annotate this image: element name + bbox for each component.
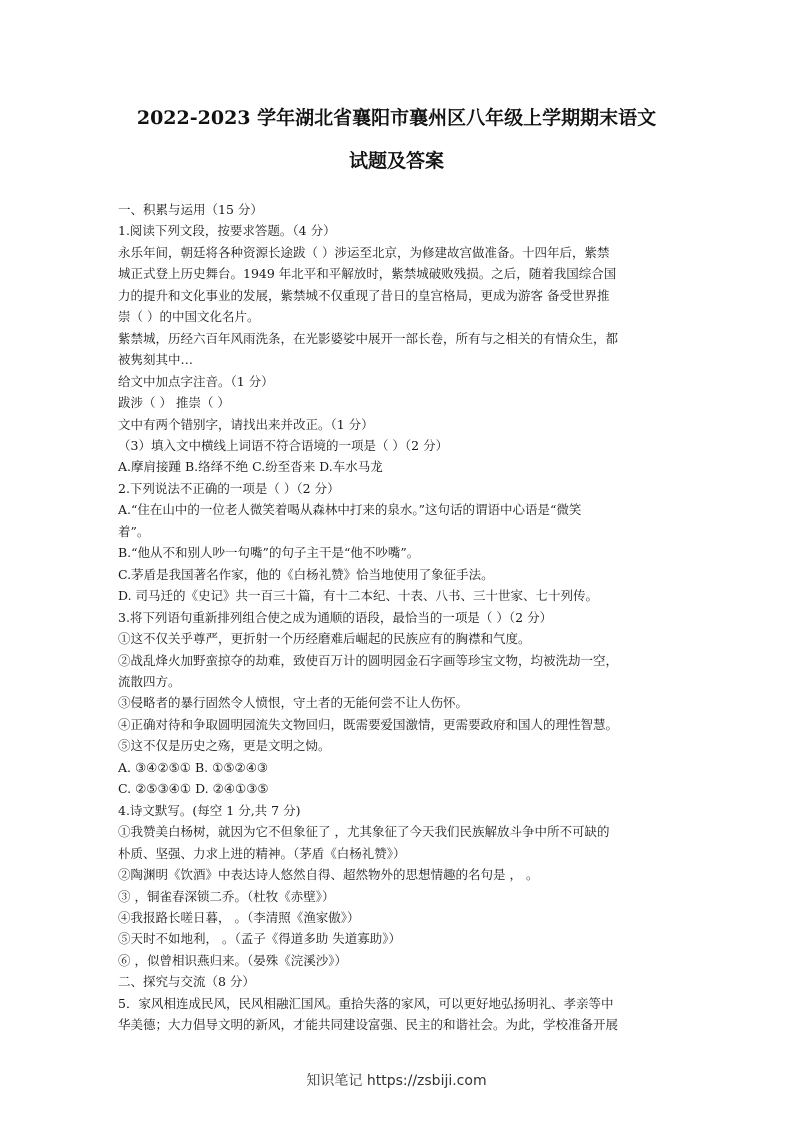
- text-line: 4.诗文默写。(每空 1 分,共 7 分): [118, 802, 301, 818]
- text-line: A.摩肩接踵 B.络绎不绝 C.纷至沓来 D.车水马龙: [118, 459, 383, 475]
- text-line: 3.将下列语句重新排列组合使之成为通顺的语段，最恰当的一项是（ ）（2 分）: [118, 609, 553, 625]
- text-line: 着”。: [118, 523, 150, 539]
- text-line: C.茅盾是我国著名作家，他的《白杨礼赞》恰当地使用了象征手法。: [118, 566, 494, 582]
- text-line: 紫禁城，历经六百年风雨洗条，在光影婆娑中展开一部长卷，所有与之相关的有情众生，都: [118, 330, 619, 346]
- footer-watermark: 知识笔记 https://zsbiji.com: [306, 1073, 487, 1089]
- text-line: 城正式登上历史舞台。1949 年北平和平解放时，紫禁城破败残损。之后，随着我国综合国: [118, 266, 617, 282]
- text-line: 力的提升和文化事业的发展，紫禁城不仅重现了昔日的皇宫格局，更成为游客 备受世界推: [118, 287, 610, 303]
- text-line: C. ②⑤③④① D. ②④①③⑤: [118, 781, 269, 797]
- text-line: A.“住在山中的一位老人微笑着喝从森林中打来的泉水。”这句话的谓语中心语是“微笑: [118, 502, 582, 518]
- text-line: 给文中加点字注音。（1 分）: [118, 373, 274, 389]
- text-line: B.“他从不和别人吵一句嘴”的句子主干是“他不吵嘴”。: [118, 545, 420, 561]
- text-line: （3）填入文中横线上词语不符合语境的一项是（ ）（2 分）: [118, 437, 449, 453]
- text-line: 一、积累与运用（15 分）: [118, 202, 263, 217]
- text-line: 2.下列说法不正确的一项是（ ）（2 分）: [118, 480, 340, 496]
- text-line: 崇（ ）的中国文化名片。: [118, 309, 260, 325]
- text-line: ②战乱烽火加野蛮掠夺的劫难，致使百万计的圆明园金石字画等珍宝文物，均被洗劫一空，: [118, 652, 619, 668]
- text-line: ③ ，铜雀春深锁二乔。（杜牧《赤壁》）: [118, 888, 335, 904]
- text-line: 5．家风相连成民风，民风相融汇国风。重拾失落的家风，可以更好地弘扬明礼、孝亲等中: [118, 995, 614, 1011]
- text-line: 朴质、坚强、力求上进的精神。（茅盾《白杨礼赞》）: [118, 845, 406, 861]
- text-line: ⑤这不仅是历史之殇，更是文明之恸。: [118, 738, 331, 754]
- text-line: ③侵略者的暴行固然令人愤恨，守土者的无能何尝不让人伤怀。: [118, 695, 469, 711]
- text-line: ①我赞美白杨树，就因为它不但象征了 ，尤其象征了今天我们民族解放斗争中所不可缺的: [118, 824, 610, 840]
- text-line: ②陶渊明《饮酒》中表达诗人悠然自得、超然物外的思想情趣的名句是 ， 。: [118, 867, 539, 883]
- document-body: [118, 199, 678, 1036]
- text-line: A. ③④②⑤① B. ①⑤②④③: [118, 759, 269, 775]
- text-line: ④我报路长嗟日暮， 。（李清照《渔家傲》）: [118, 909, 360, 925]
- document-title-line-2: 试题及答案: [348, 150, 444, 172]
- text-line: 文中有两个错别字，请找出来并改正。（1 分）: [118, 416, 374, 432]
- text-line: 被隽刻其中…: [118, 352, 194, 368]
- text-line: 二、探究与交流（8 分）: [118, 974, 255, 990]
- document-title-line-1: 2022-2023 学年湖北省襄阳市襄州区八年级上学期期末语文: [136, 107, 657, 129]
- text-line: ⑤天时不如地利， 。（孟子《得道多助 失道寡助》）: [118, 931, 401, 947]
- text-line: 华美德；大力倡导文明的新风，才能共同建设富强、民主的和谐社会。为此，学校准备开展: [118, 1017, 619, 1033]
- text-line: ⑥ ，似曾相识燕归来。（晏殊《浣溪沙》）: [118, 952, 347, 968]
- text-line: 跋涉（ ） 推崇（ ）: [118, 395, 230, 411]
- text-line: 流散四方。: [118, 673, 181, 689]
- text-line: ①这不仅关乎尊严，更折射一个历经磨难后崛起的民族应有的胸襟和气度。: [118, 631, 531, 647]
- text-line: 1.阅读下列文段，按要求答题。（4 分）: [118, 223, 336, 239]
- text-line: ④正确对待和争取圆明园流失文物回归，既需要爱国激情，更需要政府和国人的理性智慧。: [118, 716, 619, 732]
- text-line: 永乐年间，朝廷将各种资源长途跋（ ）涉运至北京，为修建故宫做准备。十四年后，紫禁: [118, 244, 610, 260]
- text-line: D. 司马迁的《史记》共一百三十篇，有十二本纪、十表、八书、三十世家、七十列传。: [118, 588, 599, 604]
